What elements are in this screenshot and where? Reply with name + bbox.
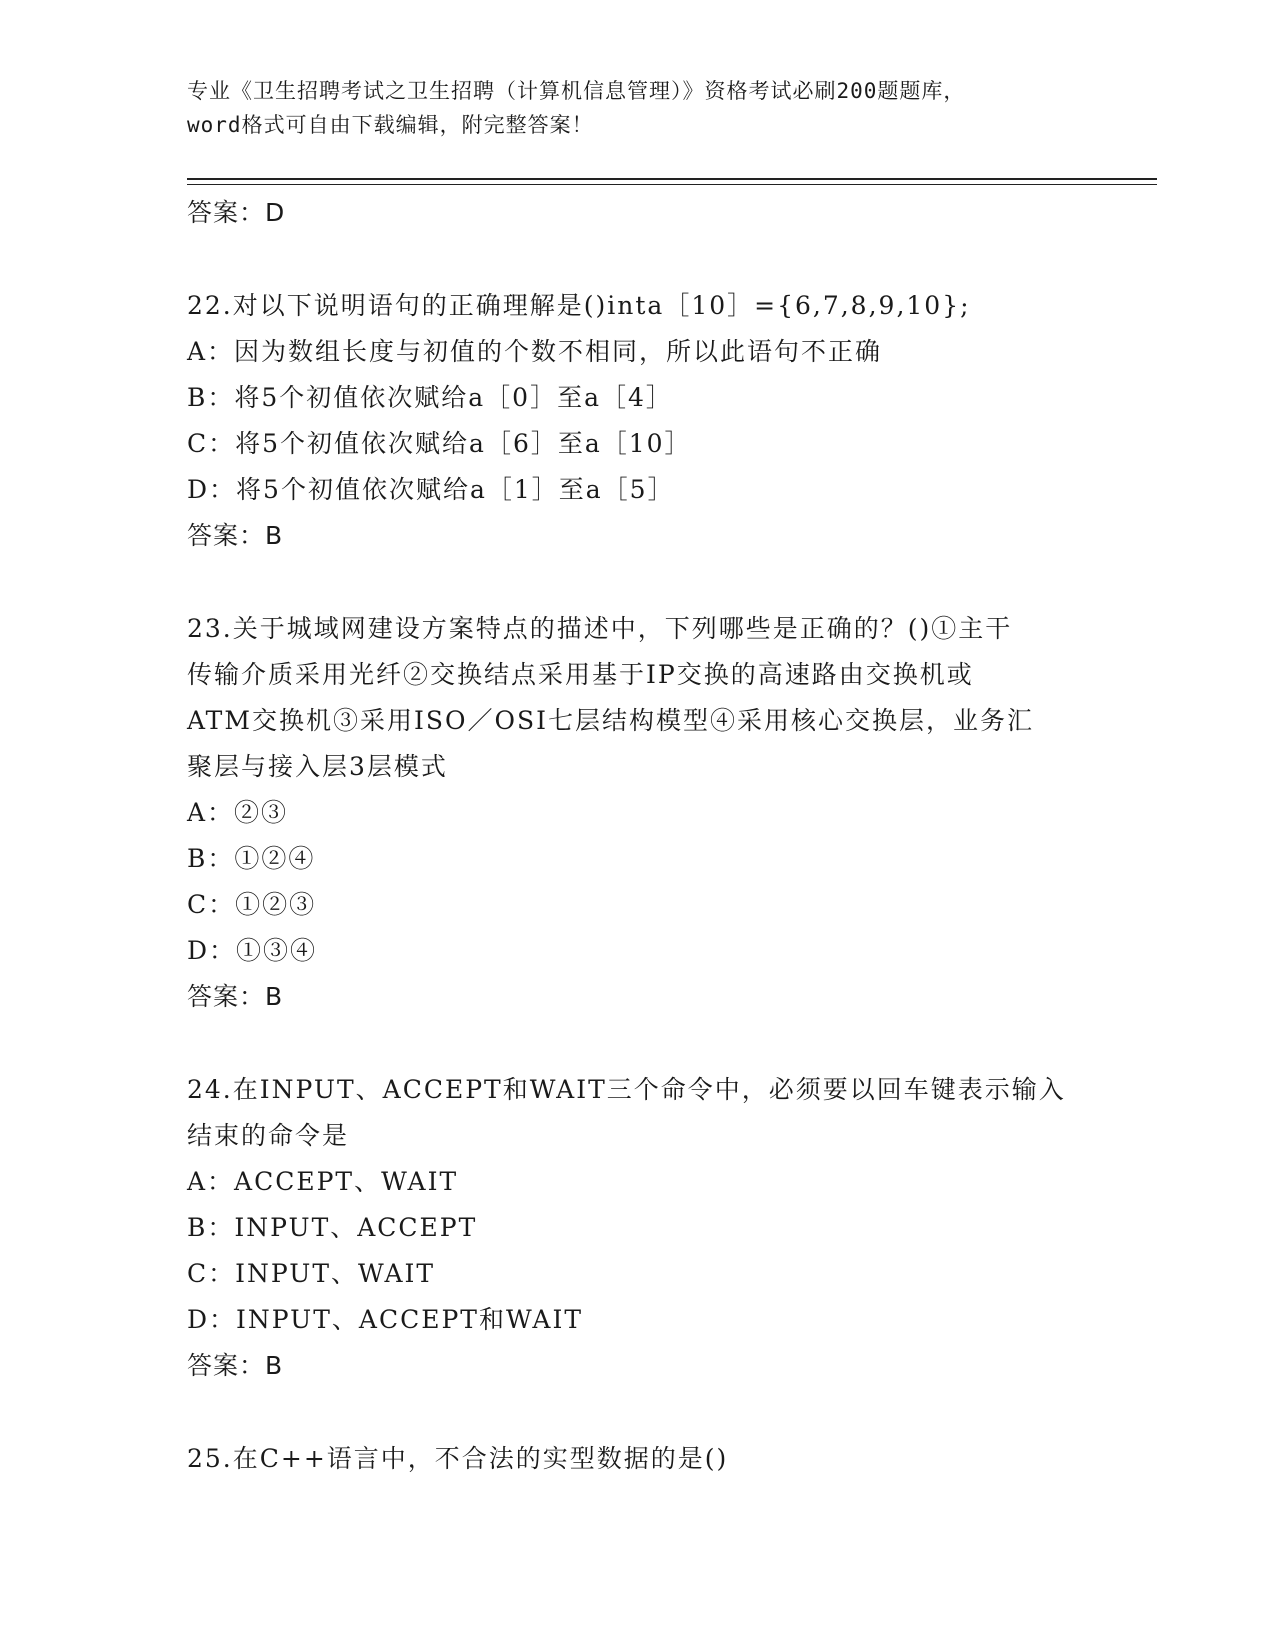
header-line-1: 专业《卫生招聘考试之卫生招聘（计算机信息管理）》资格考试必刷200题题库， bbox=[187, 79, 966, 103]
spacer bbox=[187, 236, 1087, 283]
page-header bbox=[187, 74, 1087, 142]
header-line-2: word格式可自由下载编辑，附完整答案！ bbox=[187, 113, 594, 137]
question-stem: 22.对以下说明语句的正确理解是()inta［10］={6,7,8,9,10}; bbox=[187, 291, 971, 320]
option-d: D：将5个初值依次赋给a［1］至a［5］ bbox=[187, 475, 675, 504]
option-b: B：①②④ bbox=[187, 844, 316, 873]
question-stem: 传输介质采用光纤②交换结点采用基于IP交换的高速路由交换机或 bbox=[187, 660, 974, 689]
spacer bbox=[187, 1389, 1087, 1436]
question-list bbox=[187, 190, 1087, 1482]
header-divider bbox=[187, 178, 1157, 180]
option-c: C：INPUT、WAIT bbox=[187, 1259, 436, 1288]
option-b: B：INPUT、ACCEPT bbox=[187, 1213, 478, 1242]
question-stem: 23.关于城域网建设方案特点的描述中，下列哪些是正确的？()①主干 bbox=[187, 614, 1013, 643]
answer-line: 答案：D bbox=[187, 198, 286, 227]
option-c: C：将5个初值依次赋给a［6］至a［10］ bbox=[187, 429, 692, 458]
spacer bbox=[187, 1020, 1087, 1067]
header-divider-thin bbox=[187, 184, 1157, 185]
question-block bbox=[187, 1067, 1087, 1389]
question-block bbox=[187, 606, 1087, 1020]
question-stem: 聚层与接入层3层模式 bbox=[187, 752, 448, 781]
option-d: D：INPUT、ACCEPT和WAIT bbox=[187, 1305, 584, 1334]
question-block bbox=[187, 283, 1087, 559]
question-stem: 25.在C++语言中，不合法的实型数据的是() bbox=[187, 1444, 729, 1473]
answer-line: 答案：B bbox=[187, 982, 284, 1011]
option-a: A：②③ bbox=[187, 798, 289, 827]
option-b: B：将5个初值依次赋给a［0］至a［4］ bbox=[187, 383, 673, 412]
question-stem: 结束的命令是 bbox=[187, 1121, 350, 1150]
spacer bbox=[187, 559, 1087, 606]
question-stem: 24.在INPUT、ACCEPT和WAIT三个命令中，必须要以回车键表示输入 bbox=[187, 1075, 1066, 1104]
answer-line: 答案：B bbox=[187, 1351, 284, 1380]
answer-line: 答案：B bbox=[187, 521, 284, 550]
option-a: A：ACCEPT、WAIT bbox=[187, 1167, 459, 1196]
option-d: D：①③④ bbox=[187, 936, 318, 965]
option-c: C：①②③ bbox=[187, 890, 317, 919]
question-block bbox=[187, 1436, 1087, 1482]
option-a: A：因为数组长度与初值的个数不相同，所以此语句不正确 bbox=[187, 337, 883, 366]
question-stem: ATM交换机③采用ISO／OSI七层结构模型④采用核心交换层，业务汇 bbox=[187, 706, 1034, 735]
